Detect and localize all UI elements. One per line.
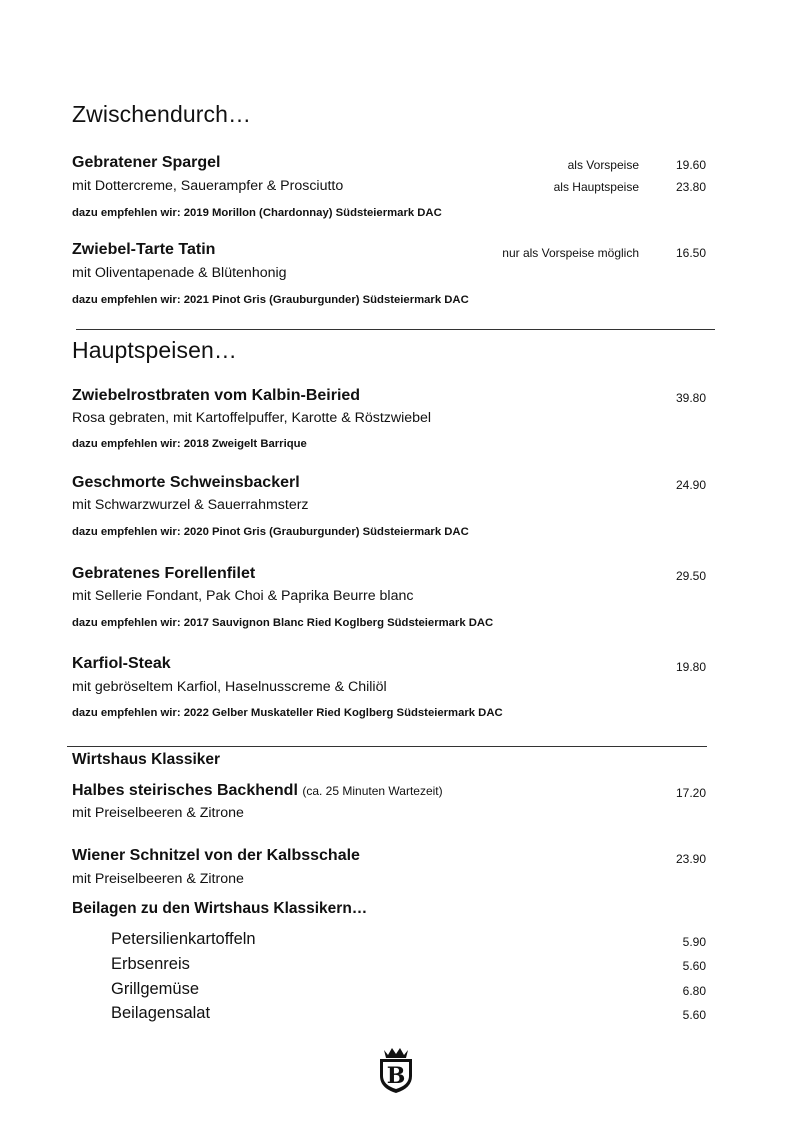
dish-option-label: nur als Vorspeise möglich [502,246,639,260]
section-divider [76,329,715,330]
side-item-price: 5.60 [682,959,706,973]
wine-recommendation: dazu empfehlen wir: 2018 Zweigelt Barrique [72,438,307,450]
side-item-name: Petersilienkartoffeln [111,930,256,948]
dish-description: mit Schwarzwurzel & Sauerrahmsterz [72,497,309,513]
dish-name [72,782,443,800]
dish-price: 19.60 [675,158,706,172]
dish-price: 23.80 [675,180,706,194]
dish-name: Gebratener Spargel [72,154,221,171]
waiting-time-note: (ca. 25 Minuten Wartezeit) [302,784,443,798]
sides-title: Beilagen zu den Wirtshaus Klassikern… [72,900,368,917]
dish-description: mit gebröseltem Karfiol, Haselnusscreme & Chiliöl [72,679,387,695]
wine-recommendation: dazu empfehlen wir: 2020 Pinot Gris (Grauburgunder) Südsteiermark DAC [72,526,469,538]
dish-name-text: Halbes steirisches Backhendl [72,782,298,799]
side-item-price: 6.80 [682,984,706,998]
dish-option-label: als Vorspeise [567,158,639,172]
side-item-price: 5.90 [682,935,706,949]
dish-description: mit Dottercreme, Sauerampfer & Prosciutto [72,178,344,194]
dish-price: 24.90 [675,478,706,492]
dish-name: Geschmorte Schweinsbackerl [72,474,300,491]
dish-option-label: als Hauptspeise [553,180,639,194]
dish-name: Gebratenes Forellenfilet [72,565,256,582]
side-item-name: Grillgemüse [111,980,200,998]
wine-recommendation: dazu empfehlen wir: 2021 Pinot Gris (Grauburgunder) Südsteiermark DAC [72,294,469,306]
dish-description: mit Preiselbeeren & Zitrone [72,871,244,887]
section-title-zwischendurch: Zwischendurch… [72,101,252,127]
dish-name: Karfiol-Steak [72,655,171,672]
side-item-name: Erbsenreis [111,955,190,973]
side-item-name: Beilagensalat [111,1004,211,1022]
dish-name: Zwiebelrostbraten vom Kalbin-Beiried [72,387,361,404]
dish-name: Wiener Schnitzel von der Kalbsschale [72,847,360,864]
section-divider [67,746,707,747]
dish-price: 17.20 [675,786,706,800]
logo-letter: B [386,1063,406,1089]
dish-price: 29.50 [675,569,706,583]
dish-price: 16.50 [675,246,706,260]
dish-price: 39.80 [675,391,706,405]
dish-name: Zwiebel-Tarte Tatin [72,241,216,258]
wine-recommendation: dazu empfehlen wir: 2019 Morillon (Chardonnay) Südsteiermark DAC [72,207,442,219]
section-title-hauptspeisen: Hauptspeisen… [72,337,237,363]
section-title-klassiker: Wirtshaus Klassiker [72,751,221,768]
dish-description: mit Sellerie Fondant, Pak Choi & Paprika Beurre blanc [72,588,414,604]
dish-description: mit Preiselbeeren & Zitrone [72,805,244,821]
dish-description: Rosa gebraten, mit Kartoffelpuffer, Karotte & Röstzwiebel [72,410,432,426]
dish-description: mit Oliventapenade & Blütenhonig [72,265,287,281]
crowned-B-crest-icon [376,1046,416,1094]
wine-recommendation: dazu empfehlen wir: 2017 Sauvignon Blanc Ried Koglberg Südsteiermark DAC [72,617,494,629]
wine-recommendation: dazu empfehlen wir: 2022 Gelber Muskateller Ried Koglberg Südsteiermark DAC [72,707,503,719]
dish-price: 19.80 [675,660,706,674]
dish-price: 23.90 [675,852,706,866]
side-item-price: 5.60 [682,1008,706,1022]
